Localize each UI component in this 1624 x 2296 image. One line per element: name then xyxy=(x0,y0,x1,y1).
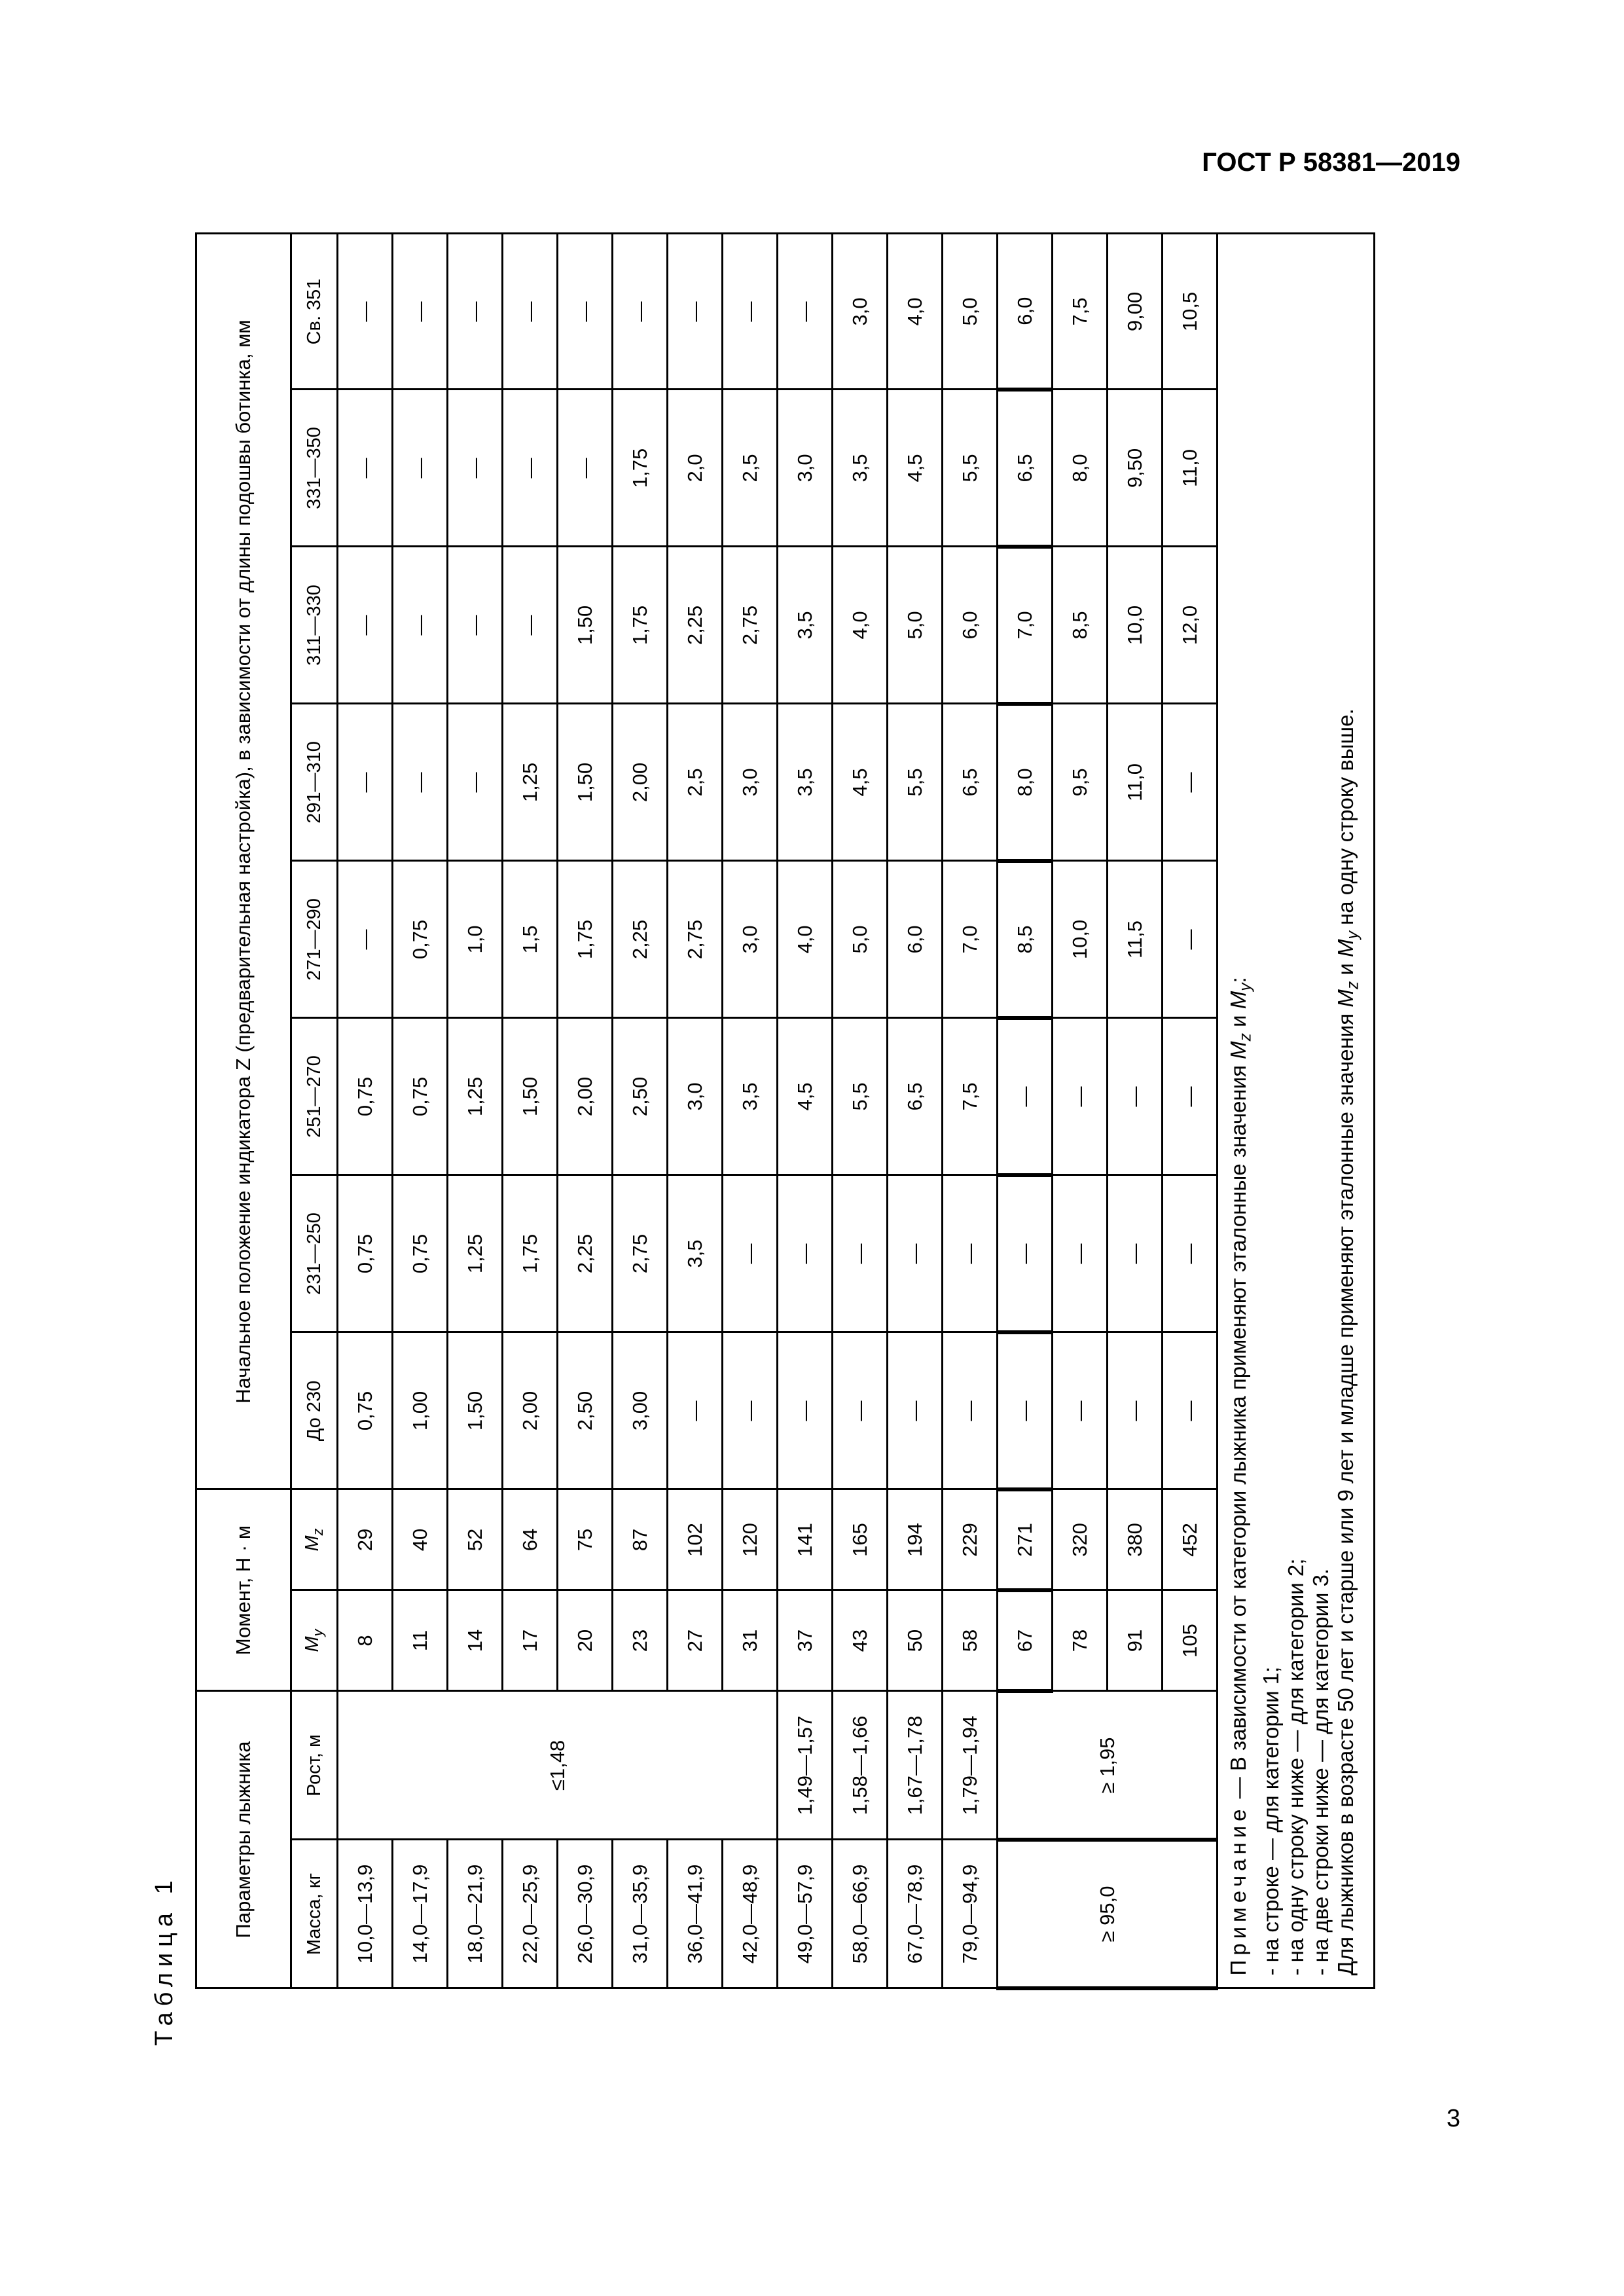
cell-mz: 452 xyxy=(1163,1489,1218,1590)
cell-mz: 102 xyxy=(668,1489,723,1590)
cell-z-value: 3,0 xyxy=(778,390,833,547)
cell-z-value: 0,75 xyxy=(338,1332,393,1489)
cell-z-value: — xyxy=(393,547,448,704)
cell-mass: 22,0—25,9 xyxy=(503,1840,558,1988)
cell-z-value: 4,0 xyxy=(778,861,833,1018)
cell-z-value: 1,75 xyxy=(613,547,668,704)
cell-z-value: 4,5 xyxy=(833,704,888,861)
cell-z-value: — xyxy=(888,1175,943,1332)
cell-z-value: — xyxy=(1163,861,1218,1018)
cell-z-value: — xyxy=(723,234,778,390)
cell-z-value: 3,0 xyxy=(723,861,778,1018)
cell-mass: 10,0—13,9 xyxy=(338,1840,393,1988)
note-line-2: - на одну строку ниже — для категории 2; xyxy=(1283,1558,1308,1976)
cell-z-value: 4,5 xyxy=(888,390,943,547)
cell-z-value: 1,50 xyxy=(558,704,613,861)
cell-z-value: 11,5 xyxy=(1108,861,1163,1018)
cell-mz: 380 xyxy=(1108,1489,1163,1590)
cell-z-value: 1,5 xyxy=(503,861,558,1018)
cell-z-value: 1,25 xyxy=(448,1175,503,1332)
cell-my: 27 xyxy=(668,1590,723,1691)
cell-z-value: 5,5 xyxy=(943,390,998,547)
cell-height: 1,67—1,78 xyxy=(888,1691,943,1840)
cell-mz: 229 xyxy=(943,1489,998,1590)
cell-mz: 40 xyxy=(393,1489,448,1590)
cell-z-value: — xyxy=(723,1175,778,1332)
cell-my: 67 xyxy=(998,1590,1053,1691)
cell-z-value: — xyxy=(1108,1018,1163,1175)
cell-z-value: 0,75 xyxy=(338,1018,393,1175)
cell-z-value: 2,00 xyxy=(558,1018,613,1175)
col-header-z-range: 311—330 xyxy=(291,547,338,704)
note-intro: Примечание — В зависимости от категории лыжника применяют эталонные значения $M_z$ и $M_y$: xyxy=(1226,977,1255,1976)
cell-z-value: — xyxy=(338,704,393,861)
col-header-z-range: 251—270 xyxy=(291,1018,338,1175)
cell-z-value: 3,00 xyxy=(613,1332,668,1489)
cell-my: 20 xyxy=(558,1590,613,1691)
cell-z-value: — xyxy=(1053,1332,1108,1489)
cell-z-value: 2,25 xyxy=(668,547,723,704)
cell-z-value: 4,0 xyxy=(833,547,888,704)
col-header-my: $M_y$ xyxy=(291,1590,338,1691)
cell-z-value: 10,5 xyxy=(1163,234,1218,390)
cell-mass: 79,0—94,9 xyxy=(943,1840,998,1988)
cell-z-value: — xyxy=(448,704,503,861)
cell-z-value: 0,75 xyxy=(338,1175,393,1332)
cell-mass: 26,0—30,9 xyxy=(558,1840,613,1988)
cell-z-value: 2,50 xyxy=(558,1332,613,1489)
cell-z-value: — xyxy=(833,1175,888,1332)
cell-z-value: 6,0 xyxy=(888,861,943,1018)
cell-z-value: 12,0 xyxy=(1163,547,1218,704)
cell-z-value: 10,0 xyxy=(1108,547,1163,704)
table-row xyxy=(338,234,393,1988)
cell-z-value: 0,75 xyxy=(393,1018,448,1175)
cell-mz: 64 xyxy=(503,1489,558,1590)
cell-mass: 58,0—66,9 xyxy=(833,1840,888,1988)
cell-my: 31 xyxy=(723,1590,778,1691)
cell-mz: 141 xyxy=(778,1489,833,1590)
cell-z-value: 11,0 xyxy=(1163,390,1218,547)
col-header-z-range: 331—350 xyxy=(291,390,338,547)
cell-z-value: 7,5 xyxy=(943,1018,998,1175)
cell-my: 23 xyxy=(613,1590,668,1691)
cell-z-value: — xyxy=(998,1175,1053,1332)
table-row xyxy=(998,234,1053,1988)
cell-my: 8 xyxy=(338,1590,393,1691)
cell-z-value: 3,0 xyxy=(723,704,778,861)
cell-mz: 87 xyxy=(613,1489,668,1590)
cell-z-value: 2,5 xyxy=(723,390,778,547)
cell-z-value: 2,75 xyxy=(613,1175,668,1332)
cell-z-value: 6,5 xyxy=(888,1018,943,1175)
cell-z-value: 11,0 xyxy=(1108,704,1163,861)
cell-z-value: 4,5 xyxy=(778,1018,833,1175)
cell-mass: 18,0—21,9 xyxy=(448,1840,503,1988)
cell-z-value: — xyxy=(1108,1175,1163,1332)
cell-my: 43 xyxy=(833,1590,888,1691)
cell-z-value: — xyxy=(503,390,558,547)
cell-z-value: — xyxy=(943,1332,998,1489)
cell-z-value: — xyxy=(1053,1175,1108,1332)
note-line-1: - на строке — для категории 1; xyxy=(1258,1666,1283,1976)
cell-z-value: 2,50 xyxy=(613,1018,668,1175)
cell-z-value: 5,0 xyxy=(833,861,888,1018)
cell-z-value: — xyxy=(778,234,833,390)
cell-z-value: — xyxy=(998,1332,1053,1489)
cell-z-value: — xyxy=(668,1332,723,1489)
cell-z-value: 8,0 xyxy=(998,704,1053,861)
document-code: ГОСТ Р 58381—2019 xyxy=(1202,148,1460,177)
cell-z-value: — xyxy=(503,234,558,390)
cell-z-value: 8,5 xyxy=(998,861,1053,1018)
col-header-z-range: 291—310 xyxy=(291,704,338,861)
cell-z-value: — xyxy=(338,547,393,704)
cell-z-value: 2,25 xyxy=(613,861,668,1018)
cell-z-value: — xyxy=(723,1332,778,1489)
cell-my: 105 xyxy=(1163,1590,1218,1691)
cell-mass: 36,0—41,9 xyxy=(668,1840,723,1988)
cell-z-value: 1,50 xyxy=(558,547,613,704)
cell-z-value: 0,75 xyxy=(393,861,448,1018)
cell-z-value: 2,00 xyxy=(613,704,668,861)
cell-z-value: 6,0 xyxy=(943,547,998,704)
cell-z-value: 10,0 xyxy=(1053,861,1108,1018)
cell-z-value: — xyxy=(1163,704,1218,861)
note-line-4: Для лыжников в возрасте 50 лет и старше или 9 лет и младше применяют эталонные значения $M_z$ и $M_y$ на одну строку выше. xyxy=(1333,708,1362,1976)
cell-z-value: 1,25 xyxy=(503,704,558,861)
cell-mz: 52 xyxy=(448,1489,503,1590)
cell-z-value: 3,0 xyxy=(668,1018,723,1175)
cell-z-value: — xyxy=(558,390,613,547)
cell-mz: 120 xyxy=(723,1489,778,1590)
cell-z-value: — xyxy=(338,390,393,547)
cell-my: 58 xyxy=(943,1590,998,1691)
cell-z-value: 1,00 xyxy=(393,1332,448,1489)
cell-z-value: 9,50 xyxy=(1108,390,1163,547)
cell-z-value: — xyxy=(778,1332,833,1489)
cell-z-value: — xyxy=(448,234,503,390)
cell-z-value: 6,5 xyxy=(998,390,1053,547)
table-note xyxy=(1218,234,1375,1988)
group-header-moment: Момент, Н · м xyxy=(196,1489,291,1691)
cell-z-value: — xyxy=(998,1018,1053,1175)
cell-z-value: 3,5 xyxy=(833,390,888,547)
cell-z-value: 2,5 xyxy=(668,704,723,861)
cell-z-value: 7,0 xyxy=(998,547,1053,704)
cell-z-value: — xyxy=(1163,1018,1218,1175)
cell-z-value: — xyxy=(448,547,503,704)
cell-height: ≤1,48 xyxy=(338,1691,778,1840)
cell-z-value: 7,5 xyxy=(1053,234,1108,390)
cell-z-value: 6,5 xyxy=(943,704,998,861)
ski-binding-table xyxy=(195,232,1375,1990)
cell-z-value: — xyxy=(503,547,558,704)
cell-z-value: 9,00 xyxy=(1108,234,1163,390)
cell-my: 17 xyxy=(503,1590,558,1691)
cell-mass: 14,0—17,9 xyxy=(393,1840,448,1988)
cell-my: 37 xyxy=(778,1590,833,1691)
cell-z-value: 5,5 xyxy=(833,1018,888,1175)
cell-z-value: 7,0 xyxy=(943,861,998,1018)
cell-z-value: 1,75 xyxy=(558,861,613,1018)
cell-z-value: — xyxy=(393,704,448,861)
table-row xyxy=(943,234,998,1988)
cell-z-value: 1,50 xyxy=(448,1332,503,1489)
group-header-params: Параметры лыжника xyxy=(196,1691,291,1988)
cell-z-value: — xyxy=(668,234,723,390)
cell-mz: 29 xyxy=(338,1489,393,1590)
cell-z-value: 2,00 xyxy=(503,1332,558,1489)
cell-z-value: 6,0 xyxy=(998,234,1053,390)
cell-mz: 194 xyxy=(888,1489,943,1590)
cell-height: 1,58—1,66 xyxy=(833,1691,888,1840)
table-caption: Таблица 1 xyxy=(151,1874,178,2046)
cell-z-value: 1,75 xyxy=(503,1175,558,1332)
cell-mz: 75 xyxy=(558,1489,613,1590)
cell-z-value: — xyxy=(1163,1332,1218,1489)
cell-mass: ≥ 95,0 xyxy=(998,1840,1218,1988)
cell-z-value: 2,75 xyxy=(723,547,778,704)
cell-z-value: 1,25 xyxy=(448,1018,503,1175)
col-header-z-range: 271—290 xyxy=(291,861,338,1018)
cell-z-value: 8,5 xyxy=(1053,547,1108,704)
cell-mz: 271 xyxy=(998,1489,1053,1590)
cell-z-value: — xyxy=(338,234,393,390)
cell-z-value: — xyxy=(833,1332,888,1489)
cell-z-value: 2,25 xyxy=(558,1175,613,1332)
cell-z-value: 5,0 xyxy=(943,234,998,390)
group-header-z: Начальное положение индикатора Z (предварительная настройка), в зависимости от длины подошвы ботинка, мм xyxy=(196,234,291,1489)
cell-mass: 49,0—57,9 xyxy=(778,1840,833,1988)
cell-my: 14 xyxy=(448,1590,503,1691)
cell-z-value: 3,5 xyxy=(668,1175,723,1332)
cell-my: 50 xyxy=(888,1590,943,1691)
cell-z-value: — xyxy=(338,861,393,1018)
table-row xyxy=(888,234,943,1988)
cell-z-value: 1,0 xyxy=(448,861,503,1018)
cell-z-value: — xyxy=(888,1332,943,1489)
col-header-height: Рост, м xyxy=(291,1691,338,1840)
table-row xyxy=(833,234,888,1988)
cell-my: 91 xyxy=(1108,1590,1163,1691)
cell-z-value: — xyxy=(1053,1018,1108,1175)
cell-height: ≥ 1,95 xyxy=(998,1691,1218,1840)
cell-z-value: 5,5 xyxy=(888,704,943,861)
cell-height: 1,79—1,94 xyxy=(943,1691,998,1840)
cell-z-value: 5,0 xyxy=(888,547,943,704)
cell-z-value: — xyxy=(558,234,613,390)
cell-z-value: — xyxy=(778,1175,833,1332)
cell-z-value: — xyxy=(1108,1332,1163,1489)
cell-z-value: 2,75 xyxy=(668,861,723,1018)
cell-my: 11 xyxy=(393,1590,448,1691)
cell-z-value: 3,5 xyxy=(778,704,833,861)
cell-z-value: — xyxy=(393,390,448,547)
cell-z-value: 8,0 xyxy=(1053,390,1108,547)
col-header-z-range: Св. 351 xyxy=(291,234,338,390)
cell-my: 78 xyxy=(1053,1590,1108,1691)
rotated-table-block xyxy=(151,236,1368,2046)
cell-z-value: 0,75 xyxy=(393,1175,448,1332)
cell-z-value: — xyxy=(613,234,668,390)
col-header-z-range: До 230 xyxy=(291,1332,338,1489)
cell-mass: 67,0—78,9 xyxy=(888,1840,943,1988)
col-header-mz: $M_z$ xyxy=(291,1489,338,1590)
page-number: 3 xyxy=(1446,2105,1460,2132)
cell-mz: 165 xyxy=(833,1489,888,1590)
table-row xyxy=(778,234,833,1988)
cell-z-value: 9,5 xyxy=(1053,704,1108,861)
col-header-mass: Масса, кг xyxy=(291,1840,338,1988)
cell-z-value: 1,50 xyxy=(503,1018,558,1175)
cell-mass: 31,0—35,9 xyxy=(613,1840,668,1988)
cell-z-value: 4,0 xyxy=(888,234,943,390)
note-line-3: - на две строки ниже — для категории 3. xyxy=(1308,1568,1333,1976)
cell-mass: 42,0—48,9 xyxy=(723,1840,778,1988)
cell-z-value: — xyxy=(393,234,448,390)
col-header-z-range: 231—250 xyxy=(291,1175,338,1332)
cell-height: 1,49—1,57 xyxy=(778,1691,833,1840)
cell-z-value: — xyxy=(1163,1175,1218,1332)
cell-z-value: 3,5 xyxy=(778,547,833,704)
cell-z-value: 2,0 xyxy=(668,390,723,547)
cell-z-value: — xyxy=(448,390,503,547)
cell-z-value: 3,0 xyxy=(833,234,888,390)
cell-z-value: 3,5 xyxy=(723,1018,778,1175)
cell-z-value: — xyxy=(943,1175,998,1332)
cell-mz: 320 xyxy=(1053,1489,1108,1590)
cell-z-value: 1,75 xyxy=(613,390,668,547)
